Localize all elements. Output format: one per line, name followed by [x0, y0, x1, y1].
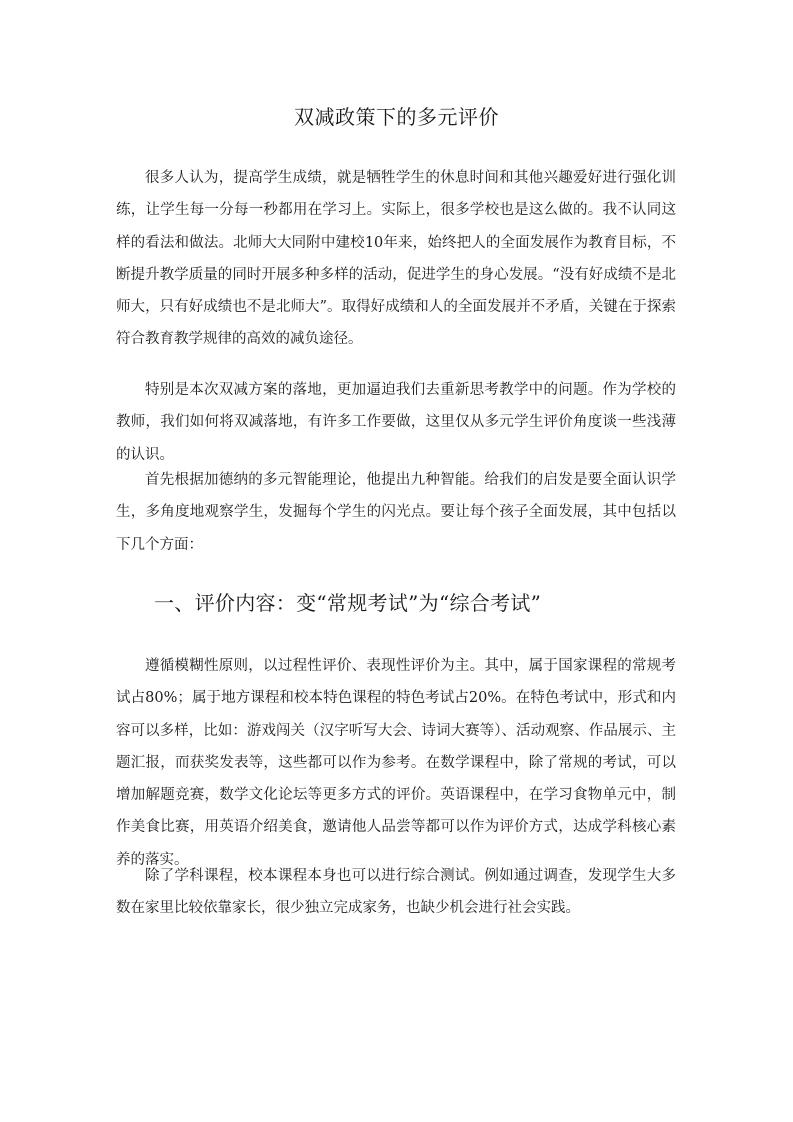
- paragraph-multiple-intelligences: 首先根据加德纳的多元智能理论，他提出九种智能。给我们的启发是要全面认识学生，多角度地观察学生，发掘每个学生的闪光点。要让每个孩子全面发展，其中包括以下几个方面：: [116, 472, 676, 553]
- section-heading: 一、评价内容：变“常规考试”为“综合考试”: [154, 591, 542, 615]
- paragraph-school-curriculum: 除了学科课程，校本课程本身也可以进行综合测试。例如通过调查，发现学生大多数在家里比较依靠家长，很少独立完成家务，也缺少机会进行社会实践。: [116, 868, 676, 917]
- paragraph-evaluation-content: 遵循模糊性原则，以过程性评价、表现性评价为主。其中，属于国家课程的常规考试占80%；属于地方课程和校本特色课程的特色考试占20%。在特色考试中，形式和内容可以多样，比如：游戏闯关（汉字听写大会、诗词大赛等）、活动观察、作品展示、主题汇报，而获奖发表等，这些都可以作为参考。在数学课程中，除了常规的考试，可以增加解题竞赛，数学文化论坛等更多方式的评价。英语课程中，在学习食物单元中，制作美食比赛，用英语介绍美食，邀请他人品尝等都可以作为评价方式，达成学科核心素养的落实。: [116, 658, 676, 868]
- paragraph-intro: 很多人认为，提高学生成绩，就是牺牲学生的休息时间和其他兴趣爱好进行强化训练，让学生每一分每一秒都用在学习上。实际上，很多学校也是这么做的。我不认同这样的看法和做法。北师大大同附中建校10年来，始终把人的全面发展作为教育目标，不断提升教学质量的同时开展多种多样的活动，促进学生的身心发展。“没有好成绩不是北师大，只有好成绩也不是北师大”。取得好成绩和人的全面发展并不矛盾，关键在于探索符合教育教学规律的高效的减负途径。: [116, 170, 676, 348]
- paragraph-double-reduction: 特别是本次双减方案的落地，更加逼迫我们去重新思考教学中的问题。作为学校的教师，我们如何将双减落地，有许多工作要做，这里仅从多元学生评价角度谈一些浅薄的认识。: [116, 382, 676, 463]
- document-title: 双减政策下的多元评价: [294, 105, 499, 129]
